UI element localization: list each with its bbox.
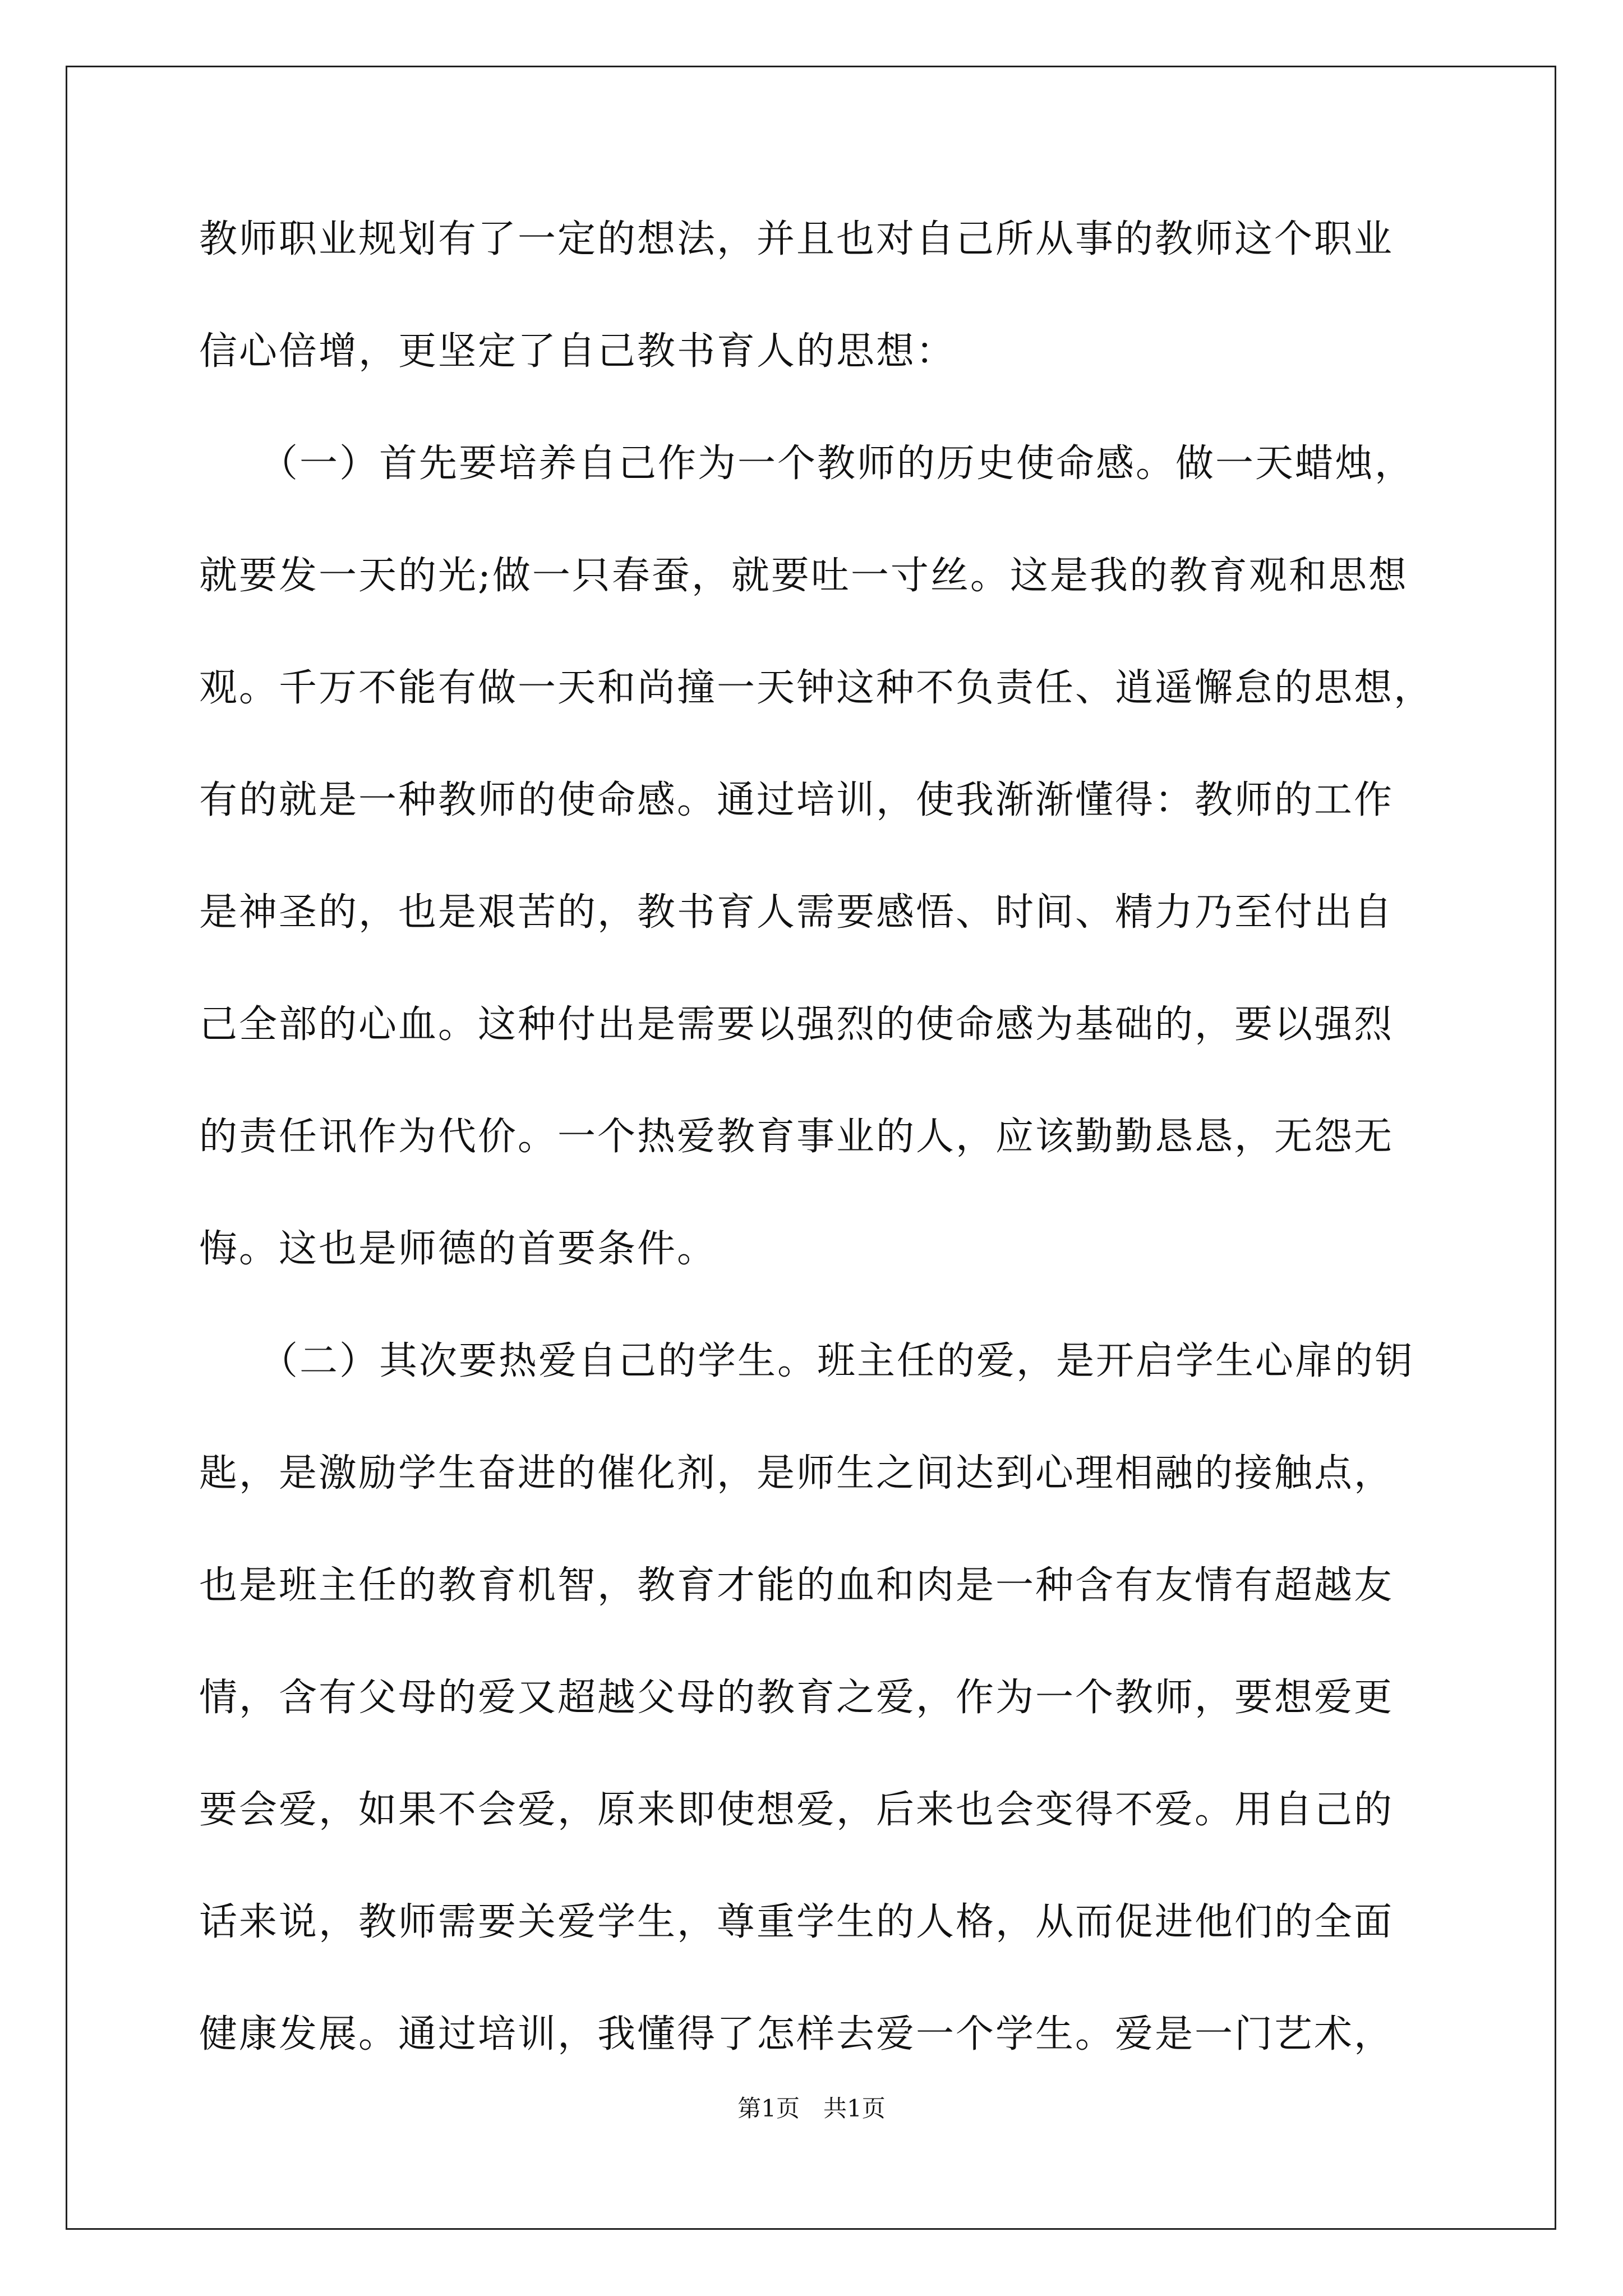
text-line: （一）首先要培养自己作为一个教师的历史使命感。做一天蜡烛， [199, 441, 1415, 486]
text-line: 也是班主任的教育机智，教育才能的血和肉是一种含有友情有超越友 [199, 1563, 1394, 1608]
text-line: 教师职业规划有了一定的想法，并且也对自己所从事的教师这个职业 [199, 217, 1394, 261]
text-line: 信心倍增，更坚定了自己教书育人的思想： [199, 329, 956, 374]
text-line: 的责任讯作为代价。一个热爱教育事业的人，应该勤勤恳恳，无怨无 [199, 1115, 1394, 1159]
text-line: 健康发展。通过培训，我懂得了怎样去爱一个学生。爱是一门艺术， [199, 2012, 1394, 2056]
text-line: （二）其次要热爱自己的学生。班主任的爱，是开启学生心扉的钥 [199, 1339, 1415, 1383]
text-line: 有的就是一种教师的使命感。通过培训，使我渐渐懂得：教师的工作 [199, 778, 1394, 822]
text-line: 要会爱，如果不会爱，原来即使想爱，后来也会变得不爱。用自己的 [199, 1788, 1394, 1832]
document-body [199, 217, 1434, 2127]
text-line: 观。千万不能有做一天和尚撞一天钟这种不负责任、逍遥懈怠的思想， [199, 666, 1434, 710]
text-line: 就要发一天的光;做一只春蚕，就要吐一寸丝。这是我的教育观和思想 [199, 554, 1408, 598]
text-line: 匙，是激励学生奋进的催化剂，是师生之间达到心理相融的接触点， [199, 1451, 1394, 1496]
text-line: 情，含有父母的爱又超越父母的教育之爱，作为一个教师，要想爱更 [199, 1676, 1394, 1720]
text-line: 己全部的心血。这种付出是需要以强烈的使命感为基础的，要以强烈 [199, 1002, 1394, 1047]
page-footer: 第1页 共1页 [737, 2095, 886, 2122]
text-line: 话来说，教师需要关爱学生，尊重学生的人格，从而促进他们的全面 [199, 1900, 1394, 1944]
text-line: 是神圣的，也是艰苦的，教书育人需要感悟、时间、精力乃至付出自 [199, 890, 1394, 935]
text-line: 悔。这也是师德的首要条件。 [199, 1227, 717, 1271]
